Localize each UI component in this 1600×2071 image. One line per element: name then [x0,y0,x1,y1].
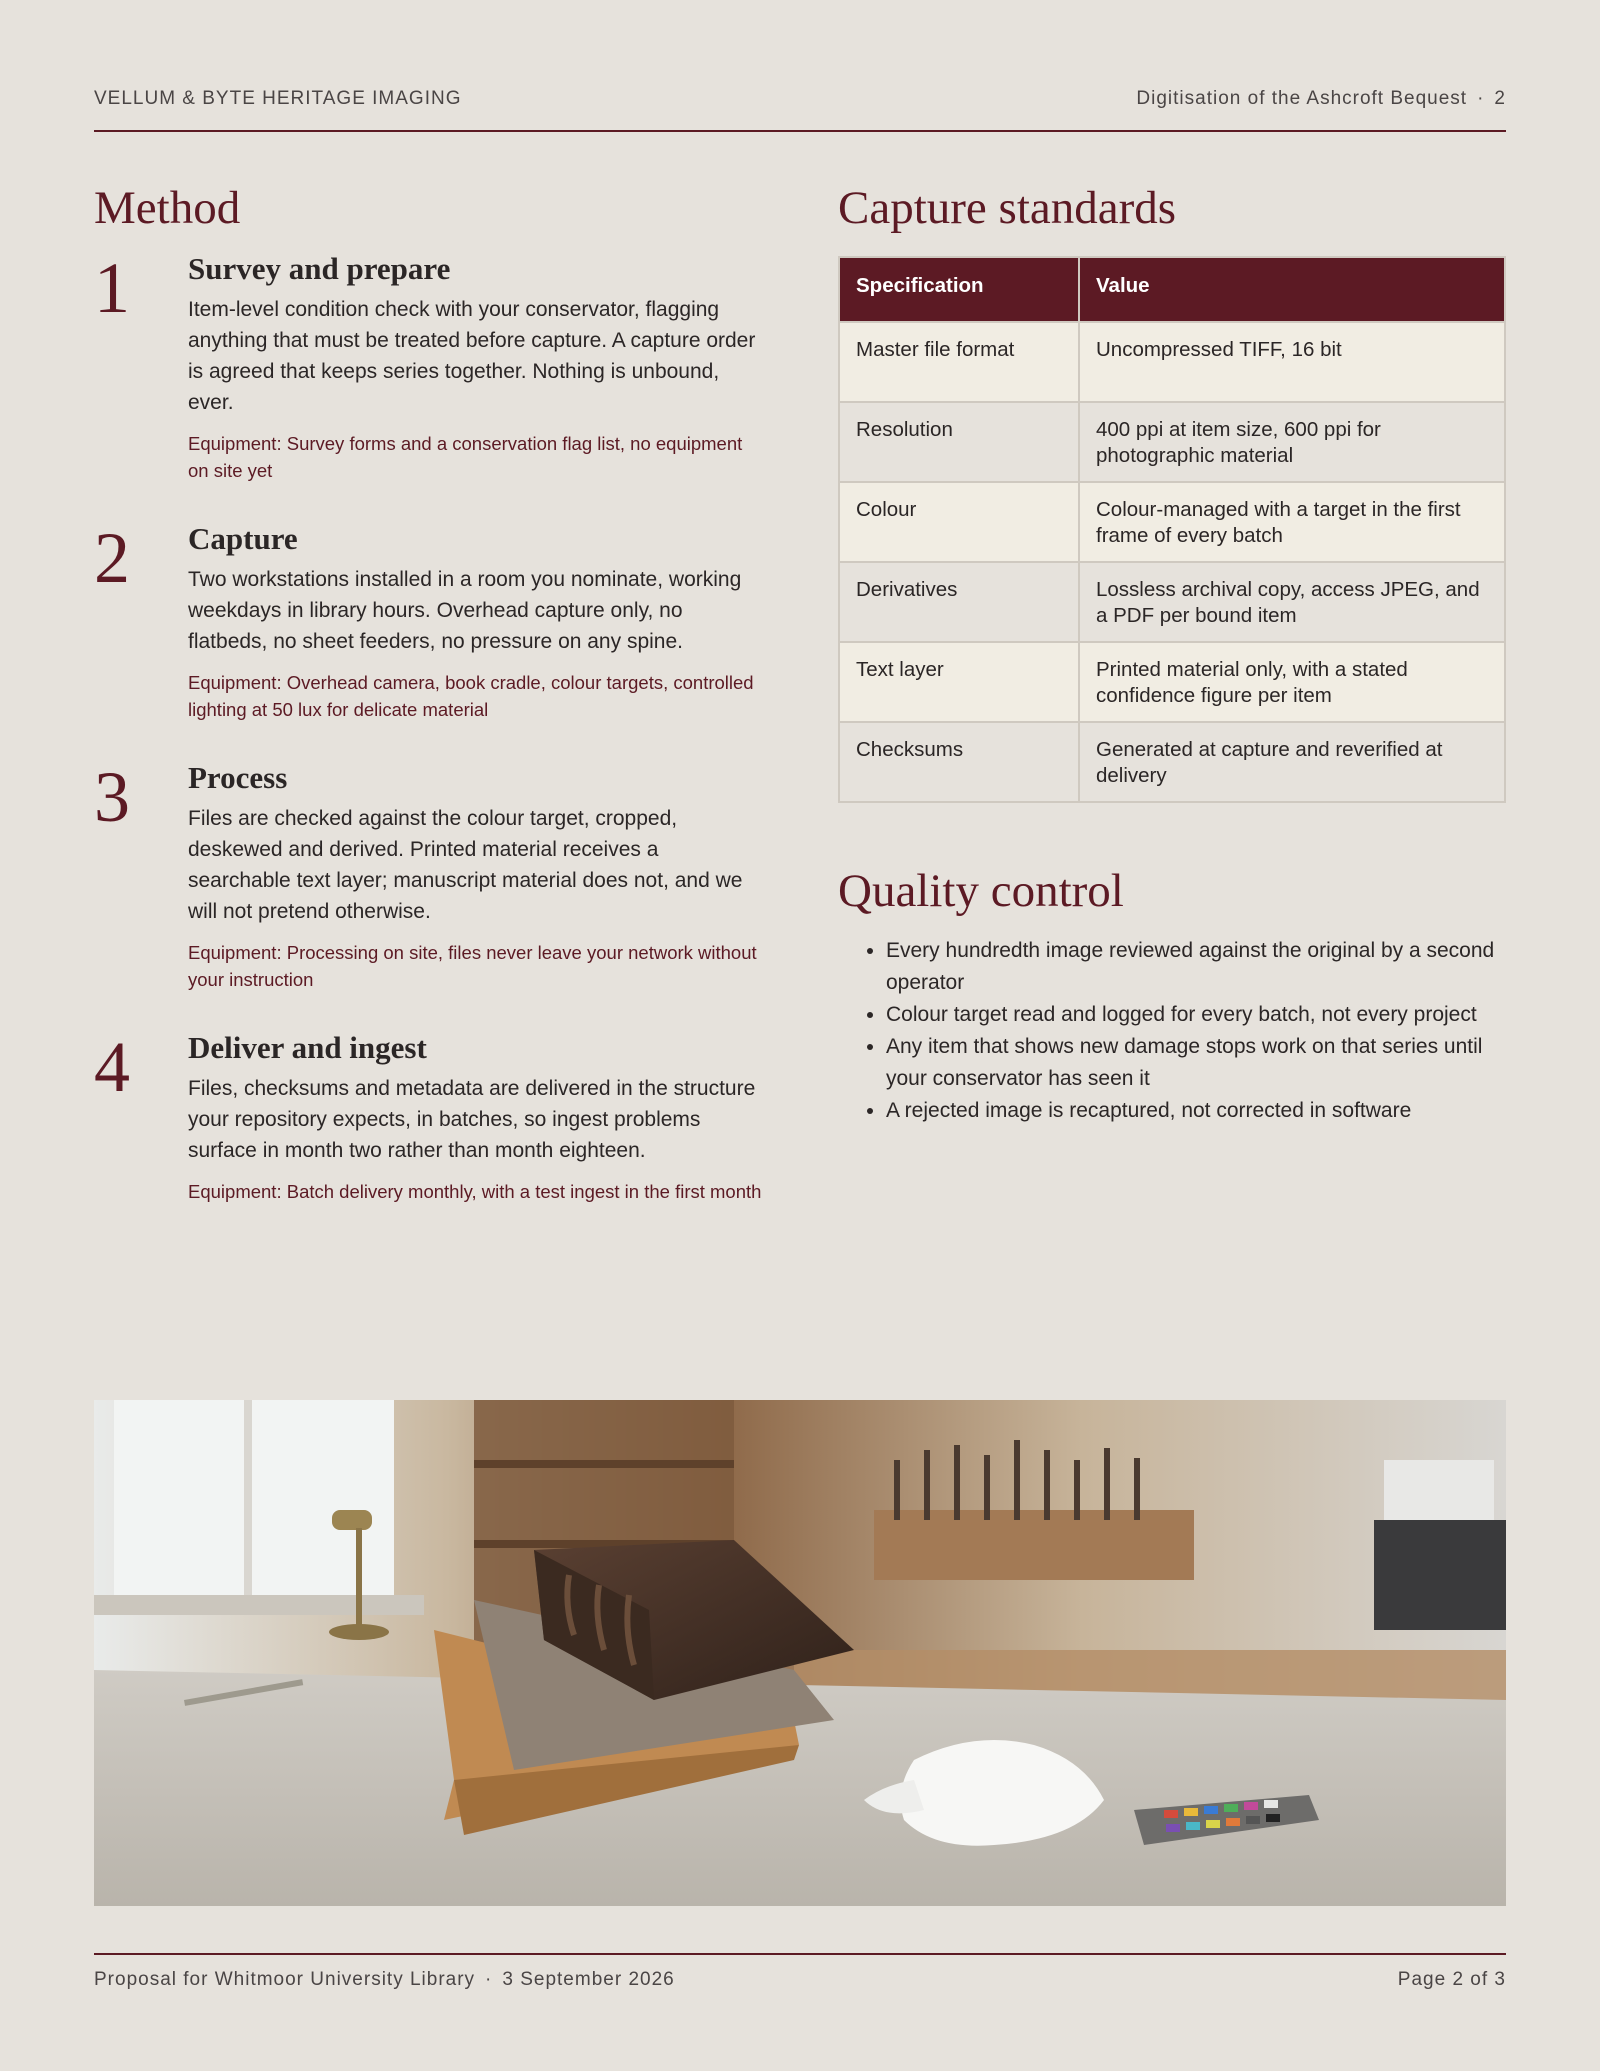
method-step [94,250,764,484]
table-row [839,642,1505,722]
header-project-info [1136,88,1506,110]
footer-date: 3 September 2026 [502,1969,675,1990]
page-header [94,88,1506,132]
method-section [94,178,764,1205]
spec-cell: Colour [839,482,1079,562]
header-separator: · [1477,88,1485,109]
header-page-number: 2 [1494,88,1506,109]
step-body: Item-level condition check with your conservator, flagging anything that must be treated before capture. A capture order is agreed that keeps series together. Nothing is unbound, ever. [188,298,756,414]
step-equipment: Equipment: Overhead camera, book cradle, colour targets, controlled lighting at 50 lux for delicate material [188,672,754,720]
list-item: • Every hundredth image reviewed against the original by a second operator [886,935,1506,999]
step-number: 3 [94,757,130,837]
spec-cell: Master file format [839,322,1079,402]
value-cell: Lossless archival copy, access JPEG, and a PDF per bound item [1079,562,1505,642]
value-cell: Uncompressed TIFF, 16 bit [1079,322,1505,402]
spec-cell: Checksums [839,722,1079,802]
table-row [839,482,1505,562]
step-title: Capture [188,521,298,556]
spec-cell: Text layer [839,642,1079,722]
method-step [94,759,764,993]
footer-proposal: Proposal for Whitmoor University Library [94,1969,476,1990]
step-number: 2 [94,518,130,598]
value-cell: Generated at capture and reverified at delivery [1079,722,1505,802]
table-row [839,722,1505,802]
footer-proposal-info [94,1969,675,1991]
column-header-specification: Specification [839,257,1079,322]
step-title: Survey and prepare [188,251,451,286]
value-cell: Printed material only, with a stated confidence figure per item [1079,642,1505,722]
quality-control-title: Quality control [838,865,1124,917]
method-title: Method [94,182,241,234]
list-item: • Any item that shows new damage stops work on that series until your conservator has seen it [886,1031,1506,1095]
capture-standards-table [838,256,1506,803]
step-number: 1 [94,248,130,328]
step-body: Files, checksums and metadata are delivered in the structure your repository expects, in batches, so ingest problems surface in month two rather than month eighteen. [188,1077,756,1162]
page-footer [94,1953,1506,1991]
table-row [839,402,1505,482]
step-title: Deliver and ingest [188,1030,427,1065]
column-header-value: Value [1079,257,1505,322]
step-number: 4 [94,1027,130,1107]
workbench-photo [94,1400,1506,1906]
step-body: Two workstations installed in a room you nominate, working weekdays in library hours. Overhead capture only, no flatbeds, no sheet feeders, no pressure on any spine. [188,568,742,653]
table-header-row [839,257,1505,322]
value-cell: 400 ppi at item size, 600 ppi for photographic material [1079,402,1505,482]
company-name: VELLUM & BYTE HERITAGE IMAGING [94,88,462,109]
step-equipment: Equipment: Batch delivery monthly, with a test ingest in the first month [188,1181,762,1202]
step-title: Process [188,760,288,795]
method-step [94,1029,764,1205]
spec-cell: Derivatives [839,562,1079,642]
step-body: Files are checked against the colour target, cropped, deskewed and derived. Printed material receives a searchable text layer; manuscript material does not, and we will not pretend otherwise. [188,807,743,923]
spec-cell: Resolution [839,402,1079,482]
quality-control-list [838,935,1506,1127]
step-equipment: Equipment: Processing on site, files never leave your network without your instruction [188,942,757,990]
footer-page: Page 2 of 3 [1397,1969,1506,1990]
table-row [839,322,1505,402]
list-item: • Colour target read and logged for every batch, not every project [886,999,1506,1031]
value-cell: Colour-managed with a target in the first frame of every batch [1079,482,1505,562]
table-row [839,562,1505,642]
right-column [838,178,1506,1127]
step-equipment: Equipment: Survey forms and a conservation flag list, no equipment on site yet [188,433,743,481]
list-item: • A rejected image is recaptured, not corrected in software [886,1095,1506,1127]
project-title: Digitisation of the Ashcroft Bequest [1136,88,1468,109]
footer-separator: · [485,1969,493,1990]
capture-standards-title: Capture standards [838,182,1177,234]
method-step [94,520,764,723]
